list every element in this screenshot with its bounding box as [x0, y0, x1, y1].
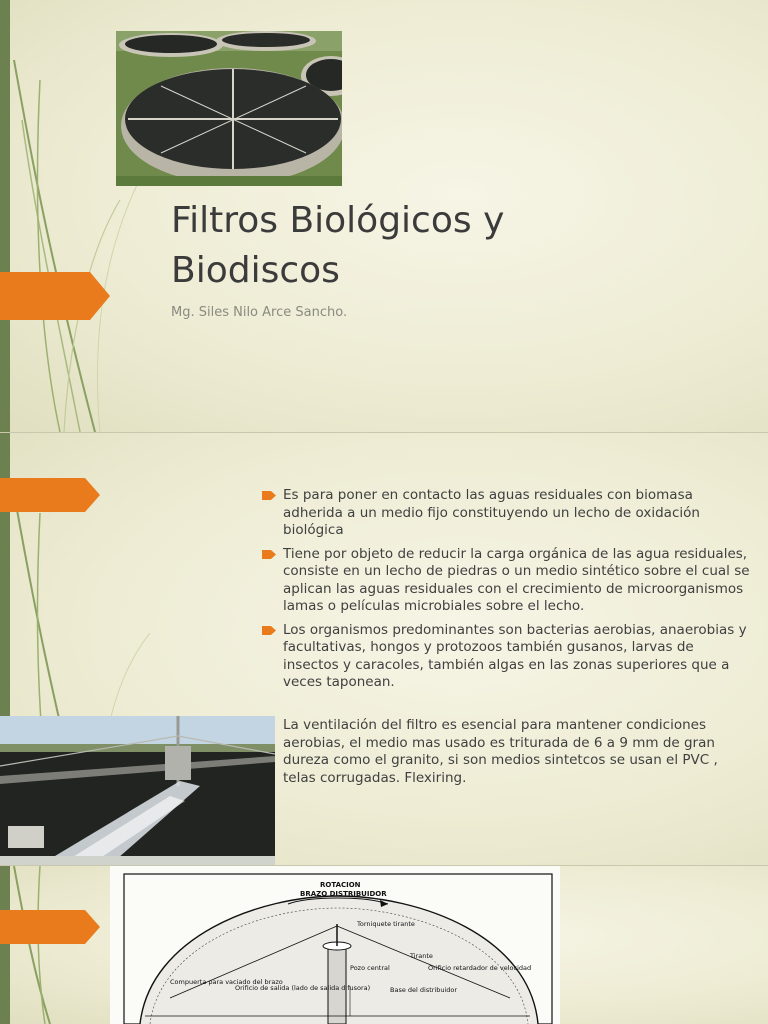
bullet-text: Es para poner en contacto las aguas residuales con biomasa adherida a un medio fijo constituyendo un lecho de oxidación biológica — [283, 487, 700, 538]
title-line-1: Filtros Biológicos y — [171, 200, 505, 241]
outlet-label: Orificio de salida (lado de salida difusora) — [235, 984, 371, 992]
shaft-label: Pozo central — [350, 964, 390, 972]
rotation-label: ROTACION — [320, 881, 361, 889]
title-line-2: Biodiscos — [171, 250, 340, 291]
bullet-item — [262, 546, 752, 616]
rotary-distributor-photo — [0, 716, 275, 865]
base-label: Base del distribuidor — [390, 986, 458, 994]
arm-label: BRAZO DISTRIBUIDOR — [300, 890, 387, 898]
bullet-text: Los organismos predominantes son bacterias aerobias, anaerobias y facultativas, hongos y protozoos también gusanos, larvas de insectos y caracoles, también algas en las zonas superiores que a veces taponean. — [283, 621, 747, 690]
bullet-text: Tiene por objeto de reducir la carga orgánica de las agua residuales, consiste en un lecho de piedras o un medio sintético sobre el cual se aplican las aguas residuales con el crecimiento de microorganismos lamas o películas microbiales sobre el lecho. — [283, 545, 750, 614]
orange-tab-marker — [0, 910, 100, 944]
orange-tab-marker — [0, 272, 110, 320]
tie-rod-label: Tirante — [410, 952, 433, 960]
bullet-list — [262, 487, 752, 698]
gate-label: Compuerta para vaciado del brazo — [170, 978, 283, 986]
arrow-bullet-icon — [262, 491, 276, 500]
bullet-item — [262, 487, 752, 540]
retarder-label: Orificio retardador de velocidad — [428, 964, 532, 972]
turnbuckle-label: Torniquete tirante — [357, 920, 415, 928]
orange-tab-marker — [0, 478, 100, 512]
ventilation-paragraph: La ventilación del filtro es esencial para mantener condiciones aerobias, el medio mas usado es triturada de 6 a 9 mm de gran dureza como el granito, si son medios sintetcos se usan el PVC , telas corrugadas. Flexiring. — [283, 717, 718, 786]
title-slide — [0, 0, 768, 432]
diagram-slide — [0, 866, 768, 1024]
diagram-drawing — [110, 866, 560, 1024]
trickling-filter-basins-photo — [116, 31, 342, 186]
author-subtitle: Mg. Siles Nilo Arce Sancho. — [171, 305, 348, 320]
decorative-vines — [0, 866, 110, 1024]
arrow-bullet-icon — [262, 626, 276, 635]
slide-title — [171, 196, 504, 296]
filter-cross-section-diagram — [110, 866, 560, 1024]
content-slide — [0, 433, 768, 865]
arrow-bullet-icon — [262, 550, 276, 559]
bullet-item — [262, 622, 752, 692]
